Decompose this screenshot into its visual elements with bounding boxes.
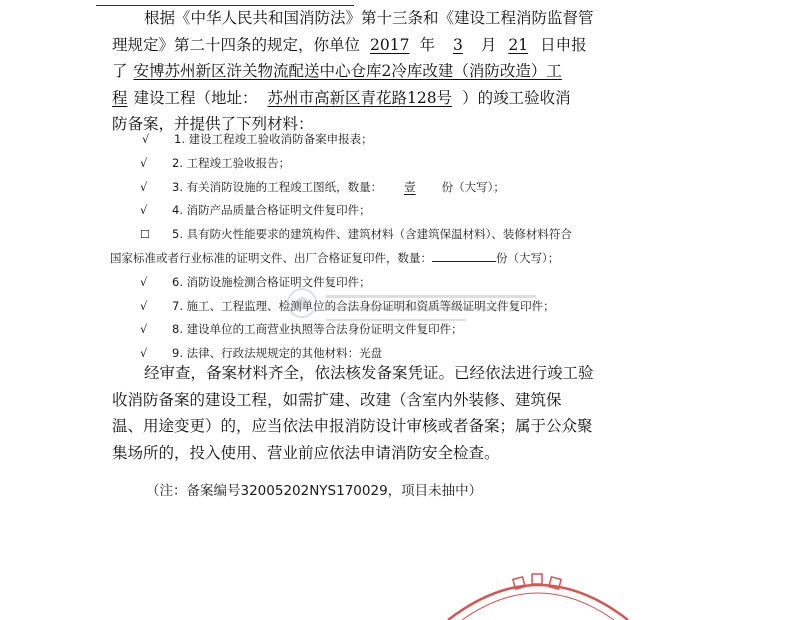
check-mark-icon: √ xyxy=(140,322,148,337)
paragraph-2 xyxy=(112,360,712,466)
material-item-1: √ 1. 建设工程竣工验收消防备案申报表； xyxy=(112,128,702,152)
material-item-4: √ 4. 消防产品质量合格证明文件复印件； xyxy=(112,199,702,223)
check-mark-icon: √ xyxy=(140,179,148,194)
paragraph-1-line-1: 根据《中华人民共和国消防法》第十三条和《建设工程消防监督管 xyxy=(144,9,594,27)
project-name: 安博苏州新区浒关物流配送中心仓库2冷库改建（消防改造）工 xyxy=(133,62,562,80)
drawing-count: 壹 xyxy=(404,179,416,194)
material-item-5-continued: 国家标准或者行业标准的证明文件、出厂合格证复印件，数量： 份（大写）； xyxy=(110,247,702,271)
material-item-3: √ 3. 有关消防设施的工程竣工图纸，数量： 壹 份（大写）； xyxy=(112,176,702,200)
paragraph-1-line-2: 理规定》第二十四条的规定，你单位 2017 年 3 月 21 日申报 xyxy=(112,35,587,54)
material-item-6: √ 6. 消防设施检测合格证明文件复印件； xyxy=(112,271,702,295)
checkbox-empty-icon: ☐ xyxy=(140,228,150,242)
paragraph-2-line-1: 经审查，备案材料齐全，依法核发备案凭证。已经依法进行竣工验 xyxy=(144,364,594,382)
paragraph-1-line-5: 防备案，并提供了下列材料： xyxy=(112,115,314,133)
material-item-9: √ 9. 法律、行政法规规定的其他材料：光盘 xyxy=(112,342,702,366)
check-mark-icon: √ xyxy=(140,203,148,218)
paragraph-1 xyxy=(112,5,712,138)
check-mark-icon: √ xyxy=(140,298,148,313)
paragraph-1-line-3: 了 安博苏州新区浒关物流配送中心仓库2冷库改建（消防改造）工 xyxy=(112,62,562,80)
blank-count-field xyxy=(432,247,496,262)
material-item-8: √ 8. 建设单位的工商营业执照等合法身份证明文件复印件； xyxy=(112,318,702,342)
filing-year: 2017 xyxy=(370,35,410,54)
material-item-7: √ 7. 施工、工程监理、检测单位的合法身份证明和资质等级证明文件复印件； xyxy=(112,295,702,319)
paragraph-2-line-4: 集场所的，投入使用、营业前应依法申请消防安全检查。 xyxy=(112,443,500,462)
paragraph-2-line-2: 收消防备案的建设工程，如需扩建、改建（含室内外装修、建筑保 xyxy=(112,390,562,409)
watermark-logo xyxy=(282,281,552,331)
project-address: 苏州市高新区青花路128号 xyxy=(267,88,453,107)
paragraph-2-line-3: 温、用途变更）的，应当依法申报消防设计审核或者备案；属于公众聚 xyxy=(112,417,593,435)
official-seal-icon xyxy=(428,560,648,620)
filing-day: 21 xyxy=(508,35,529,54)
check-mark-icon: √ xyxy=(140,346,148,361)
check-mark-icon: √ xyxy=(140,155,148,170)
filing-month: 3 xyxy=(452,35,463,54)
check-mark-icon: √ xyxy=(142,132,150,146)
paragraph-1-line-4: 程 建设工程（地址： 苏州市高新区青花路128号 ）的竣工验收消 xyxy=(112,88,571,107)
material-item-5: ☐ 5. 具有防火性能要求的建筑构件、建筑材料（含建筑保温材料）、装修材料符合 xyxy=(112,223,702,247)
project-name-end: 程 xyxy=(112,88,128,107)
check-mark-icon: √ xyxy=(140,274,148,289)
material-item-2: √ 2. 工程竣工验收报告； xyxy=(112,152,702,176)
filing-note: （注：备案编号32005202NYS170029，项目未抽中） xyxy=(146,483,483,499)
